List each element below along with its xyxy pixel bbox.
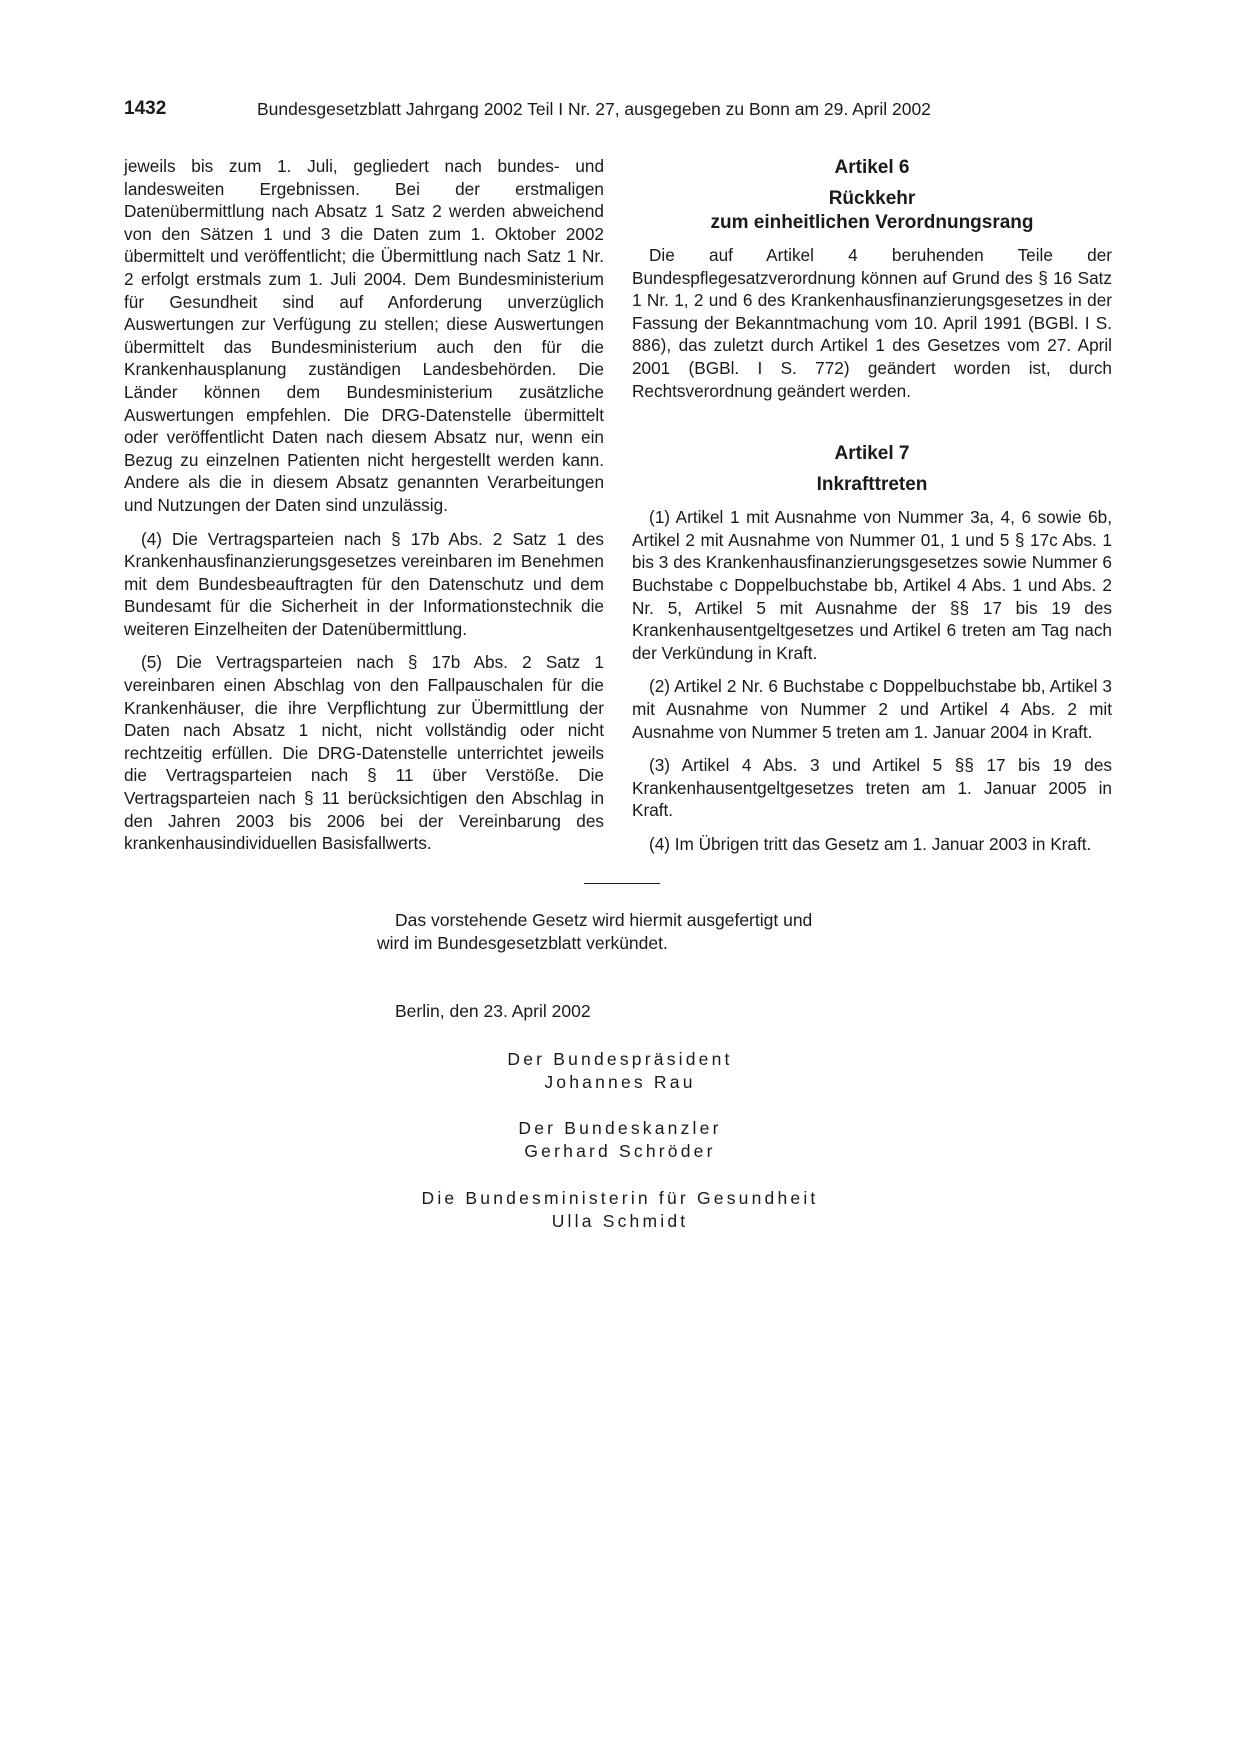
article-6-title	[632, 187, 1112, 235]
signature-office: Die Bundesministerin für Gesundheit	[421, 1188, 819, 1208]
signature-office: Der Bundeskanzler	[518, 1118, 722, 1138]
article-7-title: Inkrafttreten	[816, 474, 928, 496]
article-7-number: Artikel 7	[834, 443, 910, 465]
signature-office: Der Bundespräsident	[507, 1049, 733, 1069]
signature-block-chancellor	[300, 1117, 940, 1163]
place-date: Berlin, den 23. April 2002	[395, 1001, 591, 1021]
article-6-title-line1: Rückkehr	[828, 188, 916, 209]
signature-name: Johannes Rau	[544, 1072, 696, 1092]
article-7-absatz-3: (3) Artikel 4 Abs. 3 und Artikel 5 §§ 17 bis 19 des Krankenhausentgeltgesetzes treten am 1. Januar 2005 in Kraft.	[632, 755, 1112, 821]
article-7-absatz-2: (2) Artikel 2 Nr. 6 Buchstabe c Doppelbuchstabe bb, Artikel 3 mit Ausnahme von Nummer 2 und Artikel 4 Abs. 2 mit Ausnahme von Nummer 5 treten am 1. Januar 2004 in Kraft.	[632, 676, 1112, 742]
article-7-absatz-1: (1) Artikel 1 mit Ausnahme von Nummer 3a, 4, 6 sowie 6b, Artikel 2 mit Ausnahme von Nummer 01, 1 und 5 § 17c Abs. 1 bis 3 des Krankenhausfinanzierungsgesetzes sowie Nummer 6 Buchstabe c Doppelbuchstabe bb, Artikel 4 Abs. 1 und Abs. 2 Nr. 5, Artikel 5 mit Ausnahme der §§ 17 bis 19 des Krankenhausentgeltgesetzes und Artikel 6 treten am Tag nach der Verkündung in Kraft.	[632, 507, 1112, 663]
page-number: 1432	[124, 98, 167, 119]
paragraph-continuation: jeweils bis zum 1. Juli, gegliedert nach bundes- und landesweiten Ergebnissen. Bei der erstmaligen Datenübermittlung nach Absatz 1 Satz 2 werden abweichend von den Sätzen 1 und 3 die Daten zum 1. Oktober 2002 übermittelt und veröffentlicht; die Übermittlung nach Satz 1 Nr. 2 erfolgt erstmals zum 1. Juli 2004. Dem Bundesministerium für Gesundheit sind auf Anforderung unverzüglich Auswertungen zur Verfügung zu stellen; diese Auswertungen übermittelt das Bundesministerium auch den für die Krankenhausplanung zuständigen Landesbehörden. Die Länder können dem Bundesministerium zusätzliche Auswertungen empfehlen. Die DRG-Datenstelle übermittelt oder veröffentlicht Daten nach diesem Absatz nur, wenn ein Bezug zu einzelnen Patienten nicht hergestellt werden kann. Andere als die in diesem Absatz genannten Verarbeitungen und Nutzungen der Daten sind unzulässig.	[124, 156, 604, 515]
article-6-title-line2: zum einheitlichen Verordnungsrang	[710, 212, 1034, 233]
section-divider	[584, 883, 660, 884]
paragraph-absatz-4: (4) Die Vertragsparteien nach § 17b Abs. 2 Satz 1 des Krankenhausfinanzierungsgesetzes vereinbaren im Benehmen mit dem Bundesbeauftragten für den Datenschutz und dem Bundesamt für die Sicherheit in der Informationstechnik die weiteren Einzelheiten der Datenübermittlung.	[124, 528, 604, 639]
left-column	[124, 155, 604, 866]
article-7-absatz-4: (4) Im Übrigen tritt das Gesetz am 1. Januar 2003 in Kraft.	[649, 833, 1092, 854]
running-head: Bundesgesetzblatt Jahrgang 2002 Teil I Nr. 27, ausgegeben zu Bonn am 29. April 2002	[257, 99, 931, 119]
page-header	[124, 98, 1124, 128]
promulgation-clause	[377, 909, 877, 955]
right-column	[632, 155, 1112, 866]
paragraph-absatz-5: (5) Die Vertragsparteien nach § 17b Abs. 2 Satz 1 vereinbaren einen Abschlag von den Fallpauschalen für die Krankenhäuser, die ihre Verpflichtung zur Übermittlung der Daten nach Absatz 1 nicht, nicht vollständig oder nicht rechtzeitig erfüllen. Die DRG-Datenstelle unterrichtet jeweils die Vertragsparteien nach § 11 über Verstöße. Die Vertragsparteien nach § 11 berücksichtigen den Abschlag in den Jahren 2003 bis 2006 bei der Vereinbarung des krankenhausindividuellen Basisfallwerts.	[124, 652, 604, 854]
signature-block-president	[300, 1048, 940, 1094]
article-6-text: Die auf Artikel 4 beruhenden Teile der Bundespflegesatzverordnung können auf Grund des § 16 Satz 1 Nr. 1, 2 und 6 des Krankenhausfinanzierungsgesetzes in der Fassung der Bekanntmachung vom 10. April 1991 (BGBl. I S. 886), das zuletzt durch Artikel 1 des Gesetzes vom 27. April 2001 (BGBl. I S. 772) geändert worden ist, durch Rechtsverordnung geändert werden.	[632, 245, 1112, 401]
signature-name: Gerhard Schröder	[524, 1141, 716, 1161]
signature-name: Ulla Schmidt	[551, 1211, 689, 1231]
article-6-number: Artikel 6	[834, 157, 910, 178]
signature-block-minister	[300, 1187, 940, 1233]
promulgation-line1: Das vorstehende Gesetz wird hiermit ausgefertigt und	[395, 910, 813, 930]
spacer	[632, 413, 1112, 441]
promulgation-line2: wird im Bundesgesetzblatt verkündet.	[377, 933, 668, 953]
